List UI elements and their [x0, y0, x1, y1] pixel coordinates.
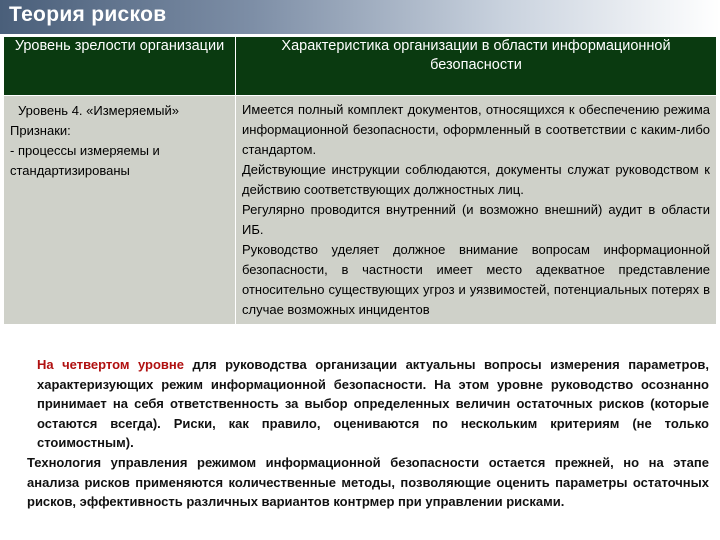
header-characteristic: Характеристика организации в области информационной безопасности — [236, 37, 717, 96]
highlight-phrase: На четвертом уровне — [37, 357, 185, 372]
maturity-table — [3, 36, 717, 325]
table-row — [4, 96, 717, 325]
signs-text: - процессы измеряемы и стандартизированы — [10, 143, 160, 178]
table-header-row — [4, 37, 717, 96]
title-bar — [0, 0, 720, 34]
summary-paragraph-1-rest: для руководства организации актуальны вопросы измерения параметров, характеризующих режим информационной безопасности. На этом уровне руководство осознанно принимает на себя ответственность за выбор определенных величин остаточных рисков (которые остаются всегда). Риски, как правило, оцениваются по нескольким критериям (не только стоимостным). — [37, 357, 709, 451]
signs-label: Признаки: — [10, 123, 71, 138]
characteristic-paragraph-1: Имеется полный комплект документов, относящихся к обеспечению режима информационной безопасности, оформленный в соответствии с каким-либо стандартом. — [242, 102, 710, 157]
summary-text — [9, 355, 709, 512]
characteristic-paragraph-3: Регулярно проводится внутренний (и возможно внешний) аудит в области ИБ. — [242, 202, 710, 237]
characteristic-paragraph-2: Действующие инструкции соблюдаются, документы служат руководством к действию соответствующих должностных лиц. — [242, 162, 710, 197]
maturity-level-cell — [4, 96, 236, 325]
summary-paragraph-1 — [9, 355, 709, 453]
characteristic-cell — [236, 96, 717, 325]
level-name: Уровень 4. «Измеряемый» — [18, 103, 179, 118]
summary-paragraph-2: Технология управления режимом информационной безопасности остается прежней, но на этапе анализа рисков применяются количественные методы, позволяющие оценить параметры остаточных рисков, эффективность различных вариантов контрмер при управлении рисками. — [27, 454, 709, 510]
header-maturity-level: Уровень зрелости организации — [4, 37, 236, 96]
slide-title: Теория рисков — [9, 3, 167, 26]
characteristic-paragraph-4: Руководство уделяет должное внимание вопросам информационной безопасности, в частности имеет место адекватное представление относительно существующих угроз и уязвимостей, потенциальных потерях в случае возможных инцидентов — [242, 242, 710, 317]
